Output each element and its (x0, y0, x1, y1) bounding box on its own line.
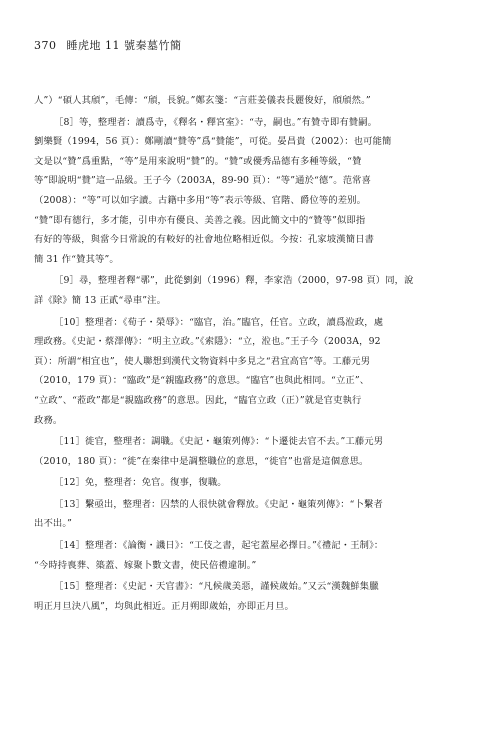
text-line: ［15］整理者：《史記・天官書》：“凡候歲美惡，謹候歲始。”又云“漢魏鮮集臘 (54, 581, 379, 593)
text-line: 簡 31 作“贊其等”。 (34, 253, 119, 265)
text-line: 劉樂賢（1994，56 頁）：鄭剛讀“贊等”爲“贊能”，可從。晏昌貴（2002）：也可能簡 (34, 136, 392, 148)
text-line: ［14］整理者：《論衡・譏日》：“工伎之書，起宅蓋屋必擇日。”《禮記・王制》： (54, 540, 384, 552)
text-line: 詳《除》簡 13 正貳“尋車”注。 (34, 294, 167, 306)
commentary-paragraph (34, 113, 464, 270)
text-line: 頁）：所謂“相宜也”，使人聯想到漢代文物資料中多見之“君宜高官”等。工藤元男 (34, 355, 371, 367)
text-line: 等”即說明“贊”這一品級。王子今（2003A，89-90 頁）：“等”通於“德”。范常喜 (34, 175, 372, 187)
text-line: （2010，179 頁）：“臨政”是“親臨政務”的意思。“臨官”也與此相同。“立正”、 (34, 375, 370, 387)
text-line: 有好的等級，與當今日常說的有較好的社會地位略相近似。今按：孔家坡漢簡日書 (34, 234, 375, 246)
text-line: 文是以“贊”爲重點，“等”是用來說明“贊”的。“贊”或優秀品德有多種等級，“贊 (34, 155, 362, 167)
text-line: ［10］整理者：《荀子・榮辱》：“臨官，治。”臨官，任官。立政，讀爲涖政，處 (54, 316, 384, 328)
text-line: （2010，180 頁）：“徙”在秦律中是調整職位的意思，“徙官”也當是這個意思。 (34, 455, 369, 467)
text-line: ［9］尋，整理者釋“鄩”，此從劉釗（1996）釋，李家浩（2000，97-98 頁）同，說 (54, 275, 414, 287)
text-line: ［12］免，整理者：免官。復事，復職。 (54, 477, 227, 489)
commentary-paragraph (34, 473, 464, 493)
page-number: 370 (34, 39, 57, 52)
commentary-paragraph (34, 536, 464, 575)
text-line: 明正月旦決八風”，均與此相近。正月朔即歲始，亦即正月旦。 (34, 600, 294, 612)
text-line: “立政”、“蒞政”都是“親臨政務”的意思。因此，“臨官立政（正）”就是官吏執行 (34, 394, 362, 406)
commentary-paragraph (34, 271, 464, 310)
commentary-paragraph (34, 313, 464, 431)
text-line: 出不出。” (34, 518, 73, 530)
text-line: 政務。 (34, 414, 63, 426)
text-line: ［8］等，整理者：讀爲寺，《釋名・釋宮室》：“寺，嗣也。”有贊寺即有贊嗣。 (54, 116, 378, 128)
commentary-body (34, 91, 464, 618)
text-line: 理政務。《史記・蔡澤傳》：“明主立政。”《索隱》：“立，涖也。”王子今（2003A，92 (34, 336, 381, 348)
commentary-paragraph (34, 577, 464, 616)
text-line: ［13］繫亟出，整理者：囚禁的人很快就會釋放。《史記・龜策列傳》：“卜繫者 (54, 498, 383, 510)
running-header (34, 37, 182, 53)
commentary-paragraph (34, 495, 464, 534)
text-line: 人”）“碩人其頎”，毛傳：“頎，長貌。”鄭玄箋：“言莊姜儀表長麗俊好，頎頎然。” (34, 95, 371, 106)
text-line: ［11］徙官，整理者：調職。《史記・龜策列傳》：“卜遷徙去官不去。”工藤元男 (54, 436, 384, 448)
text-line: “贊”即有德行，多才能，引申亦有優良、美善之義。因此簡文中的“贊等”似即指 (34, 214, 366, 226)
text-line: “今時持喪葬、築蓋、嫁聚卜數文書，使民倍禮違制。” (34, 559, 257, 571)
commentary-paragraph (34, 91, 464, 111)
book-title: 睡虎地 11 號秦墓竹簡 (66, 39, 182, 52)
text-line: （2008）：“等”可以如字讀。古籍中多用“等”表示等級、官階、爵位等的差别。 (34, 194, 367, 206)
commentary-paragraph (34, 432, 464, 471)
